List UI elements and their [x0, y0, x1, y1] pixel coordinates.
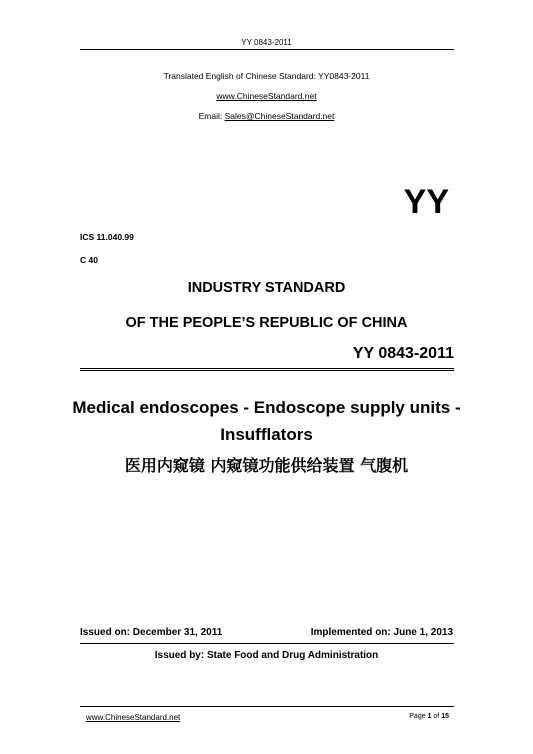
- website-link[interactable]: www.ChineseStandard.net: [216, 91, 317, 101]
- english-title-line2: Insufflators: [220, 425, 313, 444]
- ics-code: ICS 11.040.99: [80, 232, 134, 242]
- page-of: of: [431, 713, 442, 720]
- header-rule: [80, 49, 454, 50]
- translation-note: Translated English of Chinese Standard: YY0843-2011: [163, 71, 370, 81]
- email-link[interactable]: Sales@ChineseStandard.net: [224, 111, 335, 121]
- standard-type-line2: OF THE PEOPLE’S REPUBLIC OF CHINA: [125, 315, 408, 331]
- page-total: 15: [441, 713, 449, 720]
- standard-type-line1: INDUSTRY STANDARD: [187, 280, 346, 296]
- english-title-line1: Medical endoscopes - Endoscope supply units -: [72, 398, 461, 417]
- standard-code-big: YY: [403, 183, 449, 221]
- implemented-date: Implemented on: June 1, 2013: [310, 627, 453, 638]
- email-label: Email:: [198, 111, 225, 121]
- page-current: 1: [427, 713, 432, 720]
- page-number: [409, 713, 449, 720]
- website-line: [0, 91, 533, 101]
- ccs-code: C 40: [80, 255, 98, 265]
- footer-website-link[interactable]: www.ChineseStandard.net: [86, 713, 181, 722]
- email-line: [0, 111, 533, 121]
- issued-date: Issued on: December 31, 2011: [80, 627, 223, 638]
- footer-website: [86, 713, 180, 722]
- title-rule-top: [80, 368, 454, 369]
- footer-rule: [80, 706, 454, 707]
- page-prefix: Page: [409, 713, 428, 720]
- chinese-title: 医用内窥镜 内窥镜功能供给装置 气腹机: [124, 456, 409, 475]
- title-rule-bottom: [80, 370, 454, 371]
- standard-number: YY 0843-2011: [352, 345, 454, 362]
- issuing-authority: Issued by: State Food and Drug Administration: [154, 650, 379, 661]
- dates-rule: [80, 643, 454, 644]
- running-header: YY 0843-2011: [241, 38, 292, 47]
